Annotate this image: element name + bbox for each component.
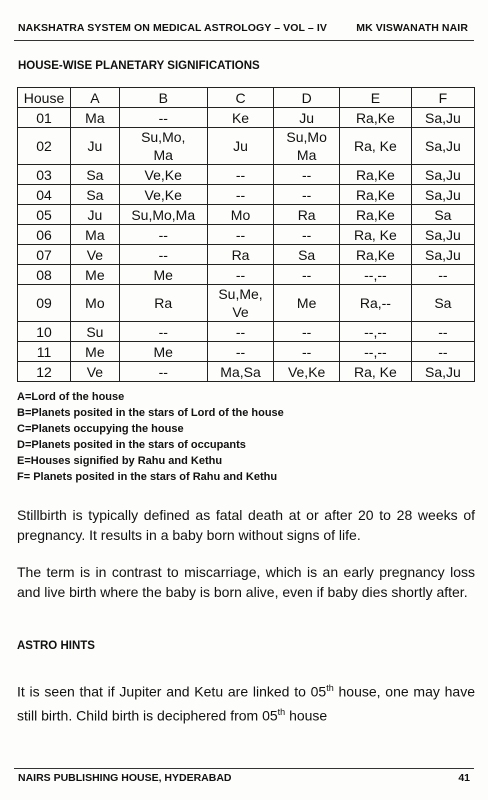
table-cell: Sa,Ju <box>411 128 474 165</box>
table-cell: Su,Mo, Ma <box>119 128 207 165</box>
table-cell: 01 <box>18 108 71 128</box>
legend-item: B=Planets posited in the stars of Lord of the house <box>17 407 284 419</box>
table-cell: -- <box>411 342 474 362</box>
table-cell: Me <box>119 342 207 362</box>
column-header: D <box>274 88 340 108</box>
footer-divider <box>14 768 474 769</box>
table-cell: Ra,Ke <box>340 245 412 265</box>
column-header: B <box>119 88 207 108</box>
table-cell: Su,Mo Ma <box>274 128 340 165</box>
table-cell: Ve,Ke <box>119 165 207 185</box>
table-cell: Ra, Ke <box>340 128 412 165</box>
table-cell: -- <box>274 265 340 285</box>
page-number: 41 <box>458 772 470 784</box>
paragraph-stillbirth: Stillbirth is typically defined as fatal death at or after 20 to 28 weeks of pregnancy. It results in a baby born without signs of life. <box>17 507 475 543</box>
table-cell: -- <box>207 342 274 362</box>
table-cell: Sa,Ju <box>411 108 474 128</box>
table-cell: Sa <box>274 245 340 265</box>
table-cell: Ma <box>71 225 120 245</box>
table-cell: Sa <box>411 285 474 322</box>
column-header: F <box>411 88 474 108</box>
table-cell: --,-- <box>340 342 412 362</box>
table-row <box>18 225 475 245</box>
table-cell: -- <box>274 342 340 362</box>
table-header-row <box>18 88 475 108</box>
table-cell: Sa,Ju <box>411 185 474 205</box>
table-cell: Sa,Ju <box>411 165 474 185</box>
table-cell: 03 <box>18 165 71 185</box>
hint-superscript: th <box>326 683 334 693</box>
table-cell: Ra, Ke <box>340 362 412 382</box>
author-name: MK VISWANATH NAIR <box>356 22 468 34</box>
legend-item: D=Planets posited in the stars of occupants <box>17 439 246 451</box>
table-cell: Ve,Ke <box>119 185 207 205</box>
legend-item: A=Lord of the house <box>17 391 125 403</box>
table-cell: Ju <box>274 108 340 128</box>
table-cell: -- <box>411 265 474 285</box>
table-cell: 08 <box>18 265 71 285</box>
table-cell: -- <box>207 322 274 342</box>
table-row <box>18 128 475 165</box>
table-row <box>18 285 475 322</box>
table-cell: 02 <box>18 128 71 165</box>
table-cell: -- <box>207 225 274 245</box>
table-cell: Ra,Ke <box>340 205 412 225</box>
table-cell: 11 <box>18 342 71 362</box>
header-divider <box>14 40 474 41</box>
table-cell: -- <box>119 245 207 265</box>
table-cell: 04 <box>18 185 71 205</box>
column-header: C <box>207 88 274 108</box>
table-cell: Ra,Ke <box>340 165 412 185</box>
table-row <box>18 265 475 285</box>
table-cell: Me <box>71 265 120 285</box>
table-cell: --,-- <box>340 322 412 342</box>
table-cell: 09 <box>18 285 71 322</box>
column-header: House <box>18 88 71 108</box>
table-cell: Sa,Ju <box>411 225 474 245</box>
table-cell: Ju <box>71 205 120 225</box>
table-row <box>18 342 475 362</box>
table-cell: Me <box>71 342 120 362</box>
table-cell: 05 <box>18 205 71 225</box>
hint-text: house <box>285 707 328 724</box>
table-cell: Ra,Ke <box>340 108 412 128</box>
table-cell: -- <box>119 108 207 128</box>
table-cell: Ra,Ke <box>340 185 412 205</box>
table-cell: -- <box>207 265 274 285</box>
column-header: E <box>340 88 412 108</box>
page-header <box>14 22 474 38</box>
page-footer <box>18 772 470 784</box>
table-cell: 12 <box>18 362 71 382</box>
significations-table <box>17 87 475 382</box>
table-cell: -- <box>274 225 340 245</box>
table-cell: Sa <box>71 185 120 205</box>
table-cell: -- <box>119 225 207 245</box>
table-cell: -- <box>207 185 274 205</box>
column-header: A <box>71 88 120 108</box>
table-cell: -- <box>411 322 474 342</box>
table-cell: Me <box>274 285 340 322</box>
table-row <box>18 362 475 382</box>
table-cell: Ma <box>71 108 120 128</box>
table-cell: Ra <box>207 245 274 265</box>
table-cell: -- <box>119 322 207 342</box>
table-cell: Me <box>119 265 207 285</box>
table-cell: 07 <box>18 245 71 265</box>
table-cell: 06 <box>18 225 71 245</box>
table-cell: -- <box>119 362 207 382</box>
table-row <box>18 245 475 265</box>
legend-item: C=Planets occupying the house <box>17 423 184 435</box>
table-row <box>18 322 475 342</box>
hint-text: It is seen that if Jupiter and Ketu are linked to 05 <box>17 683 327 700</box>
table-cell: -- <box>274 322 340 342</box>
table-cell: Sa,Ju <box>411 245 474 265</box>
table-row <box>18 185 475 205</box>
table-cell: Ra <box>274 205 340 225</box>
table-cell: Su <box>71 322 120 342</box>
table-cell: Ve <box>71 245 120 265</box>
paragraph-miscarriage: The term is in contrast to miscarriage, which is an early pregnancy loss and live birth where the baby is born alive, even if baby dies shortly after. <box>17 564 475 600</box>
table-cell: Ma,Sa <box>207 362 274 382</box>
table-row <box>18 108 475 128</box>
hint-superscript: th <box>277 706 286 717</box>
hint-text: house, one may have still birth. Child birth is deciphered from 05 <box>17 683 475 724</box>
table-row <box>18 205 475 225</box>
table-cell: Ra <box>119 285 207 322</box>
table-cell: Su,Me, Ve <box>207 285 274 322</box>
table-cell: Ve <box>71 362 120 382</box>
table-cell: Mo <box>71 285 120 322</box>
table-cell: -- <box>207 165 274 185</box>
table-cell: Mo <box>207 205 274 225</box>
table-cell: Ju <box>71 128 120 165</box>
paragraph-astro-hint <box>17 678 475 725</box>
table-cell: Ju <box>207 128 274 165</box>
table-cell: Ra,-- <box>340 285 412 322</box>
table-row <box>18 165 475 185</box>
astro-hints-heading: ASTRO HINTS <box>17 640 95 652</box>
legend-item: F= Planets posited in the stars of Rahu and Kethu <box>17 471 278 483</box>
table-cell: Ve,Ke <box>274 362 340 382</box>
legend-item: E=Houses signified by Rahu and Kethu <box>17 455 223 467</box>
table-cell: Ra, Ke <box>340 225 412 245</box>
table-cell: Ke <box>207 108 274 128</box>
table-cell: Sa,Ju <box>411 362 474 382</box>
table-cell: Sa <box>71 165 120 185</box>
table-cell: -- <box>274 185 340 205</box>
table-cell: Su,Mo,Ma <box>119 205 207 225</box>
table-cell: --,-- <box>340 265 412 285</box>
table-body <box>18 108 475 382</box>
table-legend <box>17 389 284 485</box>
book-title: NAKSHATRA SYSTEM ON MEDICAL ASTROLOGY – VOL – IV <box>18 22 327 34</box>
section-title: HOUSE-WISE PLANETARY SIGNIFICATIONS <box>18 60 260 72</box>
publisher-name: NAIRS PUBLISHING HOUSE, HYDERABAD <box>18 772 232 784</box>
table-cell: -- <box>274 165 340 185</box>
table-cell: 10 <box>18 322 71 342</box>
table-cell: Sa <box>411 205 474 225</box>
